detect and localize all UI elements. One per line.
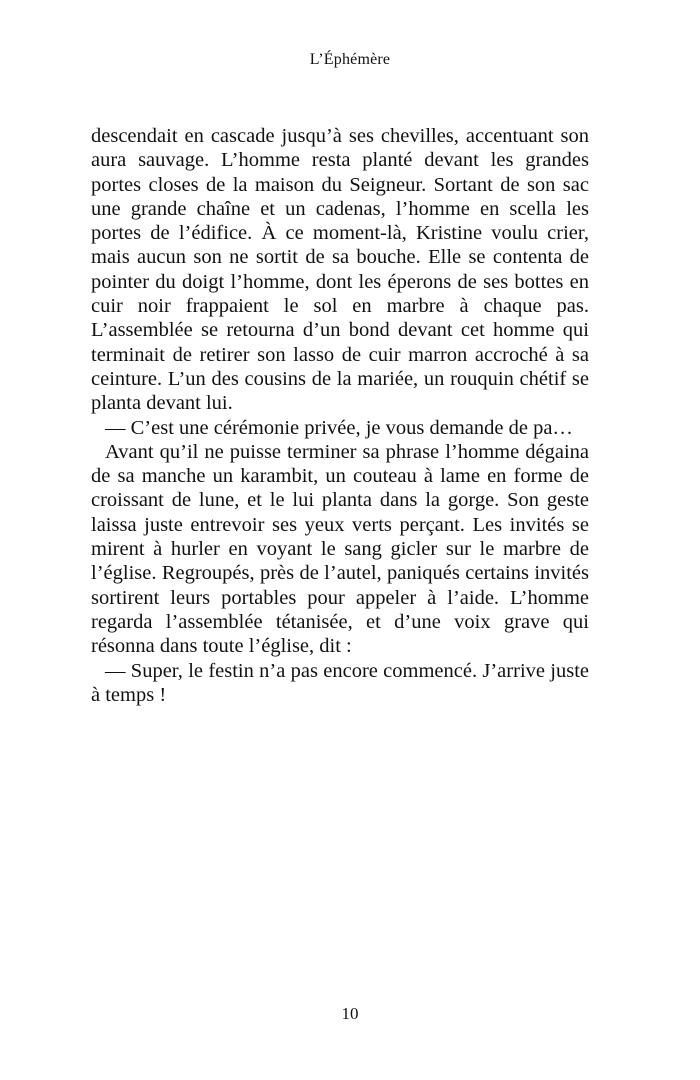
- page-number: 10: [341, 1004, 359, 1023]
- paragraph-narration-2: Avant qu’il ne puisse terminer sa phrase l’homme dégaina de sa manche un karambit, un couteau à lame en forme de croissant de lune, et le lui planta dans la gorge. Son geste laissa juste entrevoir ses yeux verts perçant. Les invités se mirent à hurler en voyant le sang gicler sur le marbre de l’église. Regroupés, près de l’autel, paniqués certains invités sortirent leurs portables pour appeler à l’aide. L’homme regarda l’assemblée tétanisée, et d’une voix grave qui résonna dans toute l’église, dit :: [91, 440, 589, 658]
- paragraph-narration-1: descendait en cascade jusqu’à ses chevilles, accentuant son aura sauvage. L’homme resta planté devant les grandes portes closes de la maison du Seigneur. Sortant de son sac une grande chaîne et un cadenas, l’homme en scella les portes de l’édifice. À ce moment-là, Kristine voulu crier, mais aucun son ne sortit de sa bouche. Elle se contenta de pointer du doigt l’homme, dont les éperons de ses bottes en cuir noir frappaient le sol en marbre à chaque pas. L’assemblée se retourna d’un bond devant cet homme qui terminait de retirer son lasso de cuir marron accroché à sa ceinture. L’un des cousins de la mariée, un rouquin chétif se planta devant lui.: [91, 125, 589, 415]
- paragraph-dialogue-1: — C’est une cérémonie privée, je vous demande de pa…: [105, 416, 573, 439]
- body-text: [91, 124, 589, 707]
- paragraph-dialogue-2: — Super, le festin n’a pas encore commencé. J’arrive juste à temps !: [91, 659, 589, 706]
- running-title: L’Éphémère: [309, 51, 391, 68]
